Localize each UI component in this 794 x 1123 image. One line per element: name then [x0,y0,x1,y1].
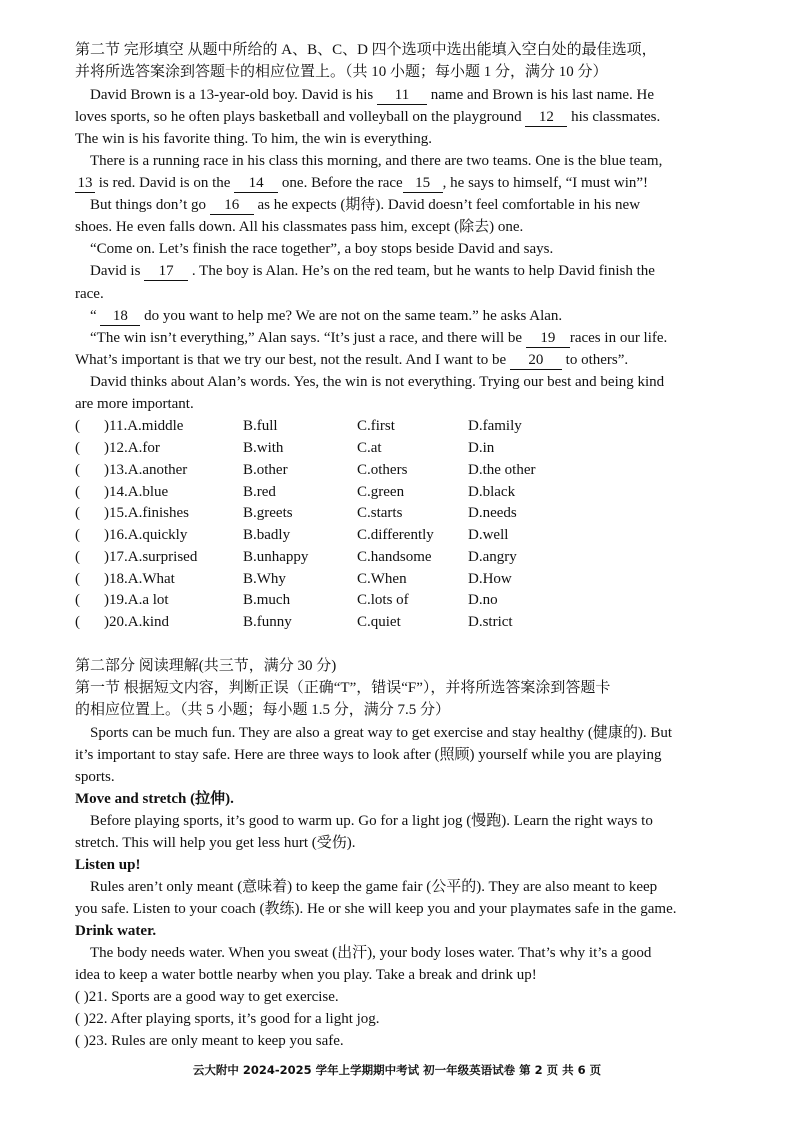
exam-page: 第二节 完形填空 从题中所给的 A、B、C、D 四个选项中选出能填入空白处的最佳选项， 并将所选答案涂到答题卡的相应位置上。（共 10 小题；每小题 1 分，满分 10 分） David Brown is a 13-year-old boy. David is his 11 name and Brown is his last name. He loves sports, so he often plays basketball and volleyball on the playground 12 his classmates. The win is his favorite thing. To him, the win is everything. There is a running race in his class this morning, and there are two teams. One is the blue team, 13 is red. David is on the 14 one. Before the race 15 , he says to himself, “I must win”! But things don’t go 16 as he expects (期待). David doesn’t feel comfortable in his new shoes. He even falls down. All his classmates pass him, except (除去) one. “Come on. Let’s finish the race together”, a boy stops beside David and says. David is 17 . The boy is Alan. He’s on the red team, but he wants to help David finish the race. “ 18 do you want to help me? We are not on the same team.” he asks Alan. “The win isn’t everything,” Alan says. “It’s just a race, and there will be 19 races in our life. What’s important is that we try our best, not the result. And I want to be 20 to others”. David thinks about Alan’s words. Yes, the win is not everything. Trying our best and being kind are more important. ( )11.A.middle B.full C.first D.family ( )12.A.for B.with C.at D.in ( )13.A.another B.other C.others D.the other ( )14.A.blue B.red C.green D.black ( )15.A.finishes B.greets C.starts D.needs ( )16.A.quickly B.badly C.differently D.well ( )17.A.surprised B.unhappy C.handsome D.angry ( )18.A.What B.Why C.When D.How ( )19.A.a lot B.much C.lots of D.no ( )20.A.kind B.funny C.quiet D.strict 第二部分 阅读理解(共三节，满分 30 分) 第一节 根据短文内容，判断正误（正确“T”，错误“F”），并将所选答案涂到答题卡 的相应位置上。（共 5 小题；每小题 1.5 分，满分 7.5 分） Sports can be much fun. They are also a great way to get exercise and stay healthy (健康的). But it’s important to stay safe. Here are three ways to look after (照顾) yourself while you are playing sports. Move and stretch (拉伸). Before playing sports, it’s good to warm up. Go for a light jog (慢跑). Learn the right ways to stretch. This will help you get less hurt (受伤). Listen up! Rules aren’t only meant (意味着) to keep the game fair (公平的). They are also meant to keep you safe. Listen to your coach (教练). He or she will keep you and your playmates safe in the game. Drink water. The body needs water. When you sweat (出汗), your body loses water. That’s why it’s a good idea to keep a water bottle nearby when you play. Take a break and drink up! ( )21. Sports are a good way to get exercise. ( )22. After playing sports, it’s good for a light jog. ( )23. Rules are only meant to keep you safe. 云大附中 2024-2025 学年上学期期中考试 初一年级英语试卷 第 2 页 共 6 页 [0,0,794,1123]
reading-paragraph-line: you safe. Listen to your coach (教练). He or she will keep you and your playmates safe in the game. [75,901,677,917]
blank-19: 19 [526,330,570,348]
reading-paragraph-line: idea to keep a water bottle nearby when you play. Take a break and drink up! [75,967,537,983]
blank-17: 17 [144,263,188,281]
reading-paragraph-line: sports. [75,769,115,785]
reading-paragraph-line: Before playing sports, it’s good to warm up. Go for a light jog (慢跑). Learn the right ways to [90,813,653,829]
reading-paragraph-line: it’s important to stay safe. Here are three ways to look after (照顾) yourself while you are playing [75,747,662,763]
subheading: Move and stretch (拉伸). [75,791,234,807]
blank-15: 15 [403,175,443,193]
cloze-paragraph-line: race. [75,286,104,302]
cloze-paragraph-line: There is a running race in his class this morning, and there are two teams. One is the blue team, [90,153,663,169]
cloze-paragraph-line: are more important. [75,396,194,412]
reading-paragraph-line: The body needs water. When you sweat (出汗), your body loses water. That’s why it’s a good [90,945,652,961]
page-footer: 云大附中 2024-2025 学年上学期期中考试 初一年级英语试卷 第 2 页 共 6 页 [192,1063,602,1077]
blank-20: 20 [510,352,562,370]
subheading: Listen up! [75,857,141,873]
cloze-paragraph-line: “Come on. Let’s finish the race together”, a boy stops beside David and says. [90,241,554,257]
subheading: Drink water. [75,923,157,939]
cloze-paragraph-line: David Brown is a 13-year-old boy. David is his 11 name and Brown is his last name. He [90,87,655,103]
cloze-paragraph-line: loves sports, so he often plays basketball and volleyball on the playground 12 his classmates. [75,109,661,125]
cloze-heading-cont: 并将所选答案涂到答题卡的相应位置上。（共 10 小题；每小题 1 分，满分 10 分） [75,64,608,80]
cloze-paragraph-line: What’s important is that we try our best, not the result. And I want to be 20 to others”. [75,352,629,368]
blank-12: 12 [525,109,567,127]
cloze-paragraph-line: “The win isn’t everything,” Alan says. “It’s just a race, and there will be 19 races in our life. [90,330,668,346]
reading-paragraph-line: Rules aren’t only meant (意味着) to keep the game fair (公平的). They are also meant to keep [90,879,658,895]
section-heading: 第一节 根据短文内容，判断正误（正确“T”，错误“F”），并将所选答案涂到答题卡 [75,680,611,696]
blank-18: 18 [100,308,140,326]
cloze-paragraph-line: The win is his favorite thing. To him, the win is everything. [75,131,432,147]
cloze-paragraph-line: But things don’t go 16 as he expects (期待). David doesn’t feel comfortable in his new [90,197,641,213]
blank-11: 11 [377,87,427,105]
cloze-heading: 第二节 完形填空 从题中所给的 A、B、C、D 四个选项中选出能填入空白处的最佳选项， [75,42,657,58]
cloze-paragraph-line: 13 is red. David is on the 14 one. Before the race 15 , he says to himself, “I must win”! [75,173,648,193]
question-23: ( )23. Rules are only meant to keep you safe. [75,1033,344,1049]
part-title: 第二部分 阅读理解(共三节，满分 30 分) [75,658,337,674]
cloze-paragraph-line: David is 17 . The boy is Alan. He’s on the red team, but he wants to help David finish the [90,263,655,279]
blank-14: 14 [234,175,278,193]
cloze-paragraph-line: shoes. He even falls down. All his classmates pass him, except (除去) one. [75,219,524,235]
cloze-paragraph-line: “ 18 do you want to help me? We are not on the same team.” he asks Alan. [90,308,563,324]
question-22: ( )22. After playing sports, it’s good for a light jog. [75,1011,380,1027]
cloze-paragraph-line: David thinks about Alan’s words. Yes, the win is not everything. Trying our best and being kind [90,374,665,390]
blank-16: 16 [210,197,254,215]
reading-paragraph-line: stretch. This will help you get less hurt (受伤). [75,835,356,851]
reading-paragraph-line: Sports can be much fun. They are also a great way to get exercise and stay healthy (健康的). But [90,725,673,741]
blank-13: 13 [75,175,95,193]
question-21: ( )21. Sports are a good way to get exercise. [75,989,339,1005]
section-heading-cont: 的相应位置上。（共 5 小题；每小题 1.5 分，满分 7.5 分） [75,702,451,718]
